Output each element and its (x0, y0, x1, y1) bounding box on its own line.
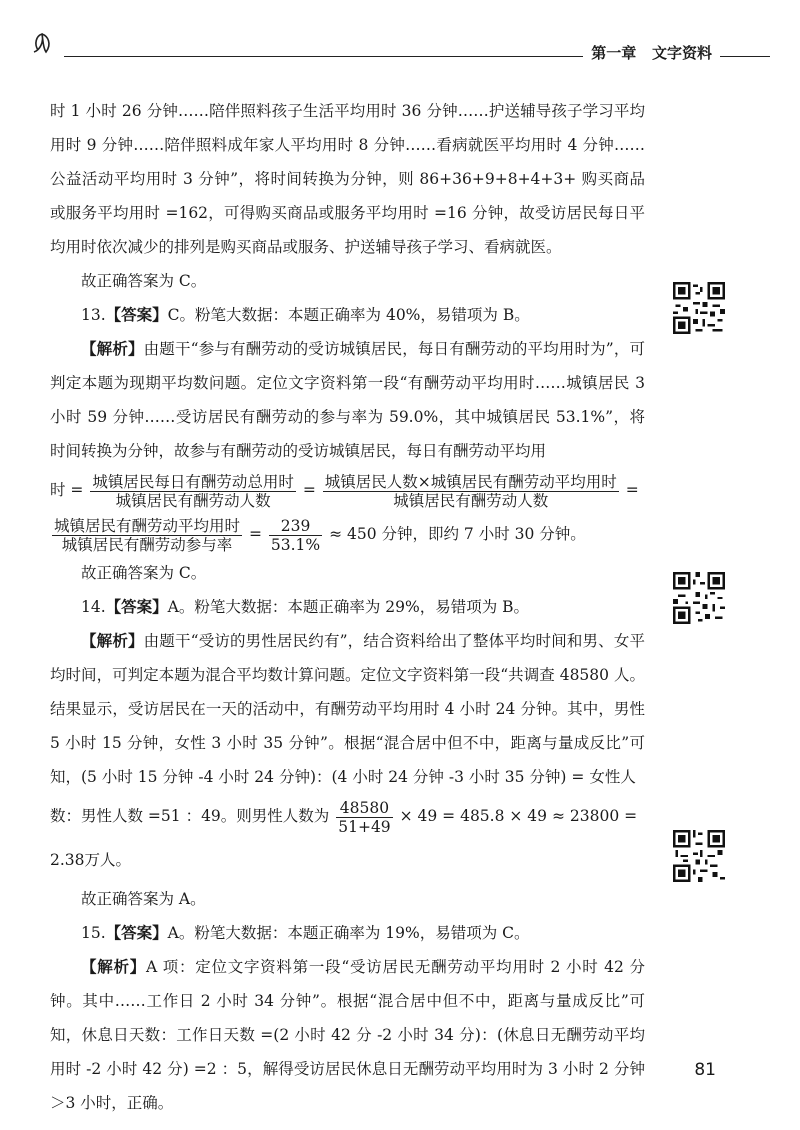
q13-answer-text: C。粉笔大数据：本题正确率为 40%，易错项为 B。 (167, 306, 530, 324)
q13-f4-numerator: 239 (269, 517, 322, 536)
running-header (30, 34, 770, 64)
chapter-heading (583, 42, 720, 63)
q13-fraction-3 (52, 517, 242, 554)
q14-analysis-text: 由题干“受访的男性居民约有”，结合资料给出了整体平均时间和男、女平均时间，可判定本题为混合平均数计算问题。定位文字资料第一段“共调查 48580 人。结果显示，受访居民在一天的活动中，有酬劳动平均用时 4 小时 24 分钟。其中，男性 5 小时 15 分钟，女性 3 小时 35 分钟”。根据“混合居中但不中，距离与量成反比”可知，(5 小时 15 分钟 -4 小时 24 分钟)：(4 小时 24 分钟 -3 小时 35 分钟) = 女性人 (50, 632, 645, 786)
q14-answer-label: 【答案】 (105, 598, 168, 616)
qr-code-q15[interactable] (673, 830, 725, 882)
q14-eq-result: × 49 = 485.8 × 49 ≈ 23800 = 2.38万人。 (50, 807, 638, 869)
q13-fraction-2 (323, 473, 619, 510)
q13-equation-1 (50, 468, 645, 512)
q13-equals-3: = (248, 525, 262, 543)
q13-f3-denominator: 城镇居民有酬劳动参与率 (61, 535, 233, 554)
q15-number: 15. (81, 924, 106, 942)
q13-number: 13. (81, 306, 106, 324)
answer-q13: 故正确答案为 C。 (81, 564, 207, 582)
q13-eq-prefix: 时 = (50, 481, 84, 499)
q14-equation (50, 794, 645, 882)
q13-f2-numerator: 城镇居民人数×城镇居民有酬劳动平均用时 (324, 472, 617, 491)
answer-q14: 故正确答案为 A。 (81, 890, 206, 908)
q15-analysis-label: 【解析】 (81, 958, 146, 976)
page-body (50, 94, 645, 1120)
q14-number: 14. (81, 598, 106, 616)
q15-analysis-text: A 项：定位文字资料第一段“受访居民无酬劳动平均用时 2 小时 42 分钟。其中……工作日 2 小时 34 分钟”。根据“混合居中但不中，距离与量成反比”可知，休息日天数：工作日天数 =(2 小时 42 分 -2 小时 34 分)：(休息日无酬劳动平均用时 -2 小时 42 分) =2 ：5，解得受访居民休息日无酬劳动平均用时为 3 小时 2 分钟＞3 小时，正确。 (50, 958, 645, 1112)
chapter-title: 文字资料 (651, 44, 712, 62)
q14-eq-prefix: 数：男性人数 =51 ：49。则男性人数为 (50, 807, 330, 825)
leaf-icon (30, 30, 64, 58)
q14-f-denominator: 51+49 (338, 817, 391, 836)
chapter-number: 第一章 (591, 44, 637, 62)
q13-analysis (50, 332, 645, 468)
q13-eq-result: ≈ 450 分钟，即约 7 小时 30 分钟。 (329, 525, 586, 543)
q13-equals-2: = (625, 481, 639, 499)
q13-f4-denominator: 53.1% (270, 535, 321, 554)
answer-q12: 故正确答案为 C。 (81, 272, 207, 290)
q15-answer-label: 【答案】 (105, 924, 168, 942)
q13-fraction-1 (90, 473, 296, 510)
q13-f1-numerator: 城镇居民每日有酬劳动总用时 (92, 472, 294, 491)
paragraph-q12-cont: 时 1 小时 26 分钟……陪伴照料孩子生活平均用时 36 分钟……护送辅导孩子学习平均用时 9 分钟……陪伴照料成年家人平均用时 8 分钟……看病就医平均用时 4 分钟……公益活动平均用时 3 分钟”，将时间转换为分钟，则 86+36+9+8+4+3+ 购买商品或服务平均用时 =162，可得购买商品或服务平均用时 =16 分钟，故受访居民每日平均用时依次减少的排列是购买商品或服务、护送辅导孩子学习、看病就医。 (50, 102, 645, 256)
q15-answer-text: A。粉笔大数据：本题正确率为 19%，易错项为 C。 (167, 924, 530, 942)
qr-code-q14[interactable] (673, 572, 725, 624)
q15-answer-line (50, 916, 645, 950)
page-number: 81 (694, 1060, 716, 1080)
q13-equation-2 (50, 512, 645, 556)
q13-answer-label: 【答案】 (105, 306, 168, 324)
q14-fraction (336, 799, 392, 836)
q13-analysis-text: 由题干“参与有酬劳动的受访城镇居民，每日有酬劳动的平均用时为”，可判定本题为现期平均数问题。定位文字资料第一段“有酬劳动平均用时……城镇居民 3 小时 59 分钟……受访居民有酬劳动的参与率为 59.0%，其中城镇居民 53.1%”，将时间转换为分钟，故参与有酬劳动的受访城镇居民，每日有酬劳动平均用 (50, 340, 645, 460)
q13-answer-line (50, 298, 645, 332)
q13-equals-1: = (302, 481, 316, 499)
q14-answer-line (50, 590, 645, 624)
q13-fraction-4 (269, 517, 322, 554)
q15-analysis (50, 950, 645, 1120)
q13-analysis-label: 【解析】 (81, 340, 144, 358)
q14-f-numerator: 48580 (336, 799, 392, 818)
q13-f2-denominator: 城镇居民有酬劳动人数 (393, 491, 549, 510)
q13-f3-numerator: 城镇居民有酬劳动平均用时 (54, 516, 241, 535)
q14-analysis-label: 【解析】 (81, 632, 144, 650)
q14-analysis (50, 624, 645, 794)
qr-code-q13[interactable] (673, 282, 725, 334)
q14-answer-text: A。粉笔大数据：本题正确率为 29%，易错项为 B。 (167, 598, 530, 616)
q13-f1-denominator: 城镇居民有酬劳动人数 (115, 491, 271, 510)
